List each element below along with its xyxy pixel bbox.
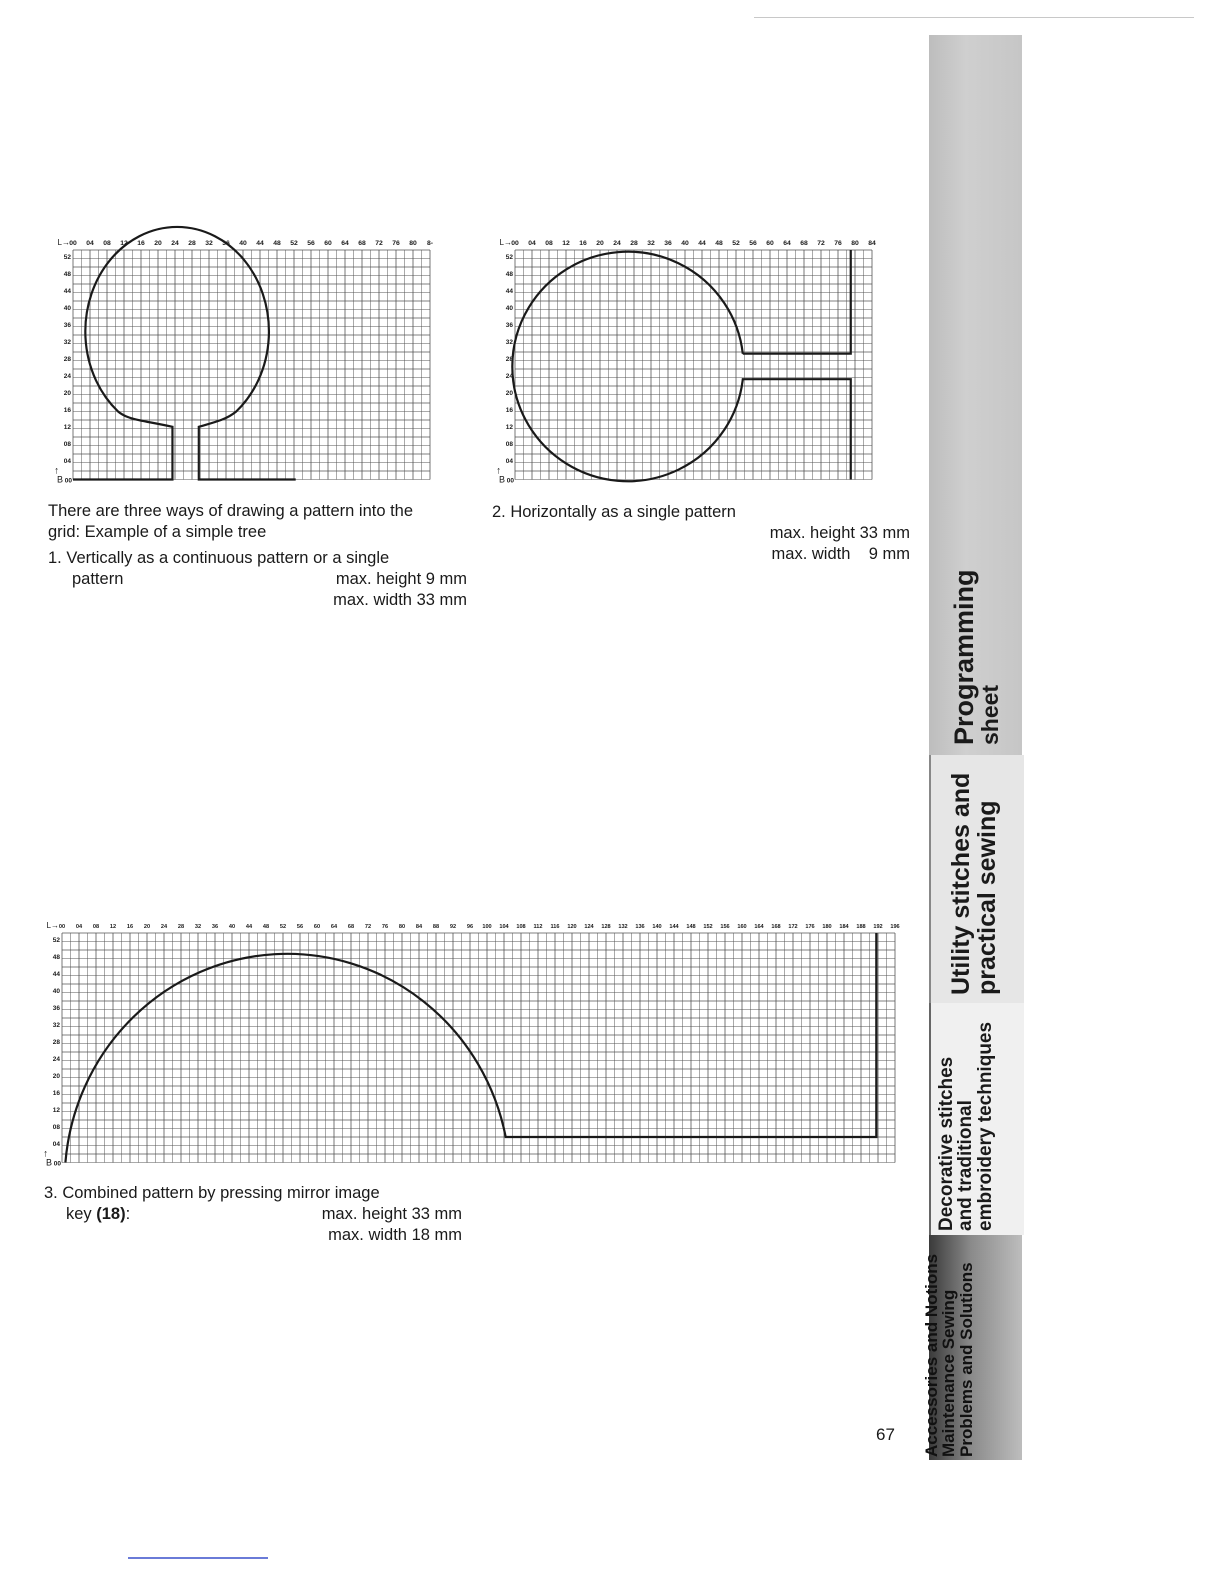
x-tick-label: 112 — [533, 924, 543, 930]
x-tick-label: 56 — [307, 240, 315, 247]
x-tick-label: 188 — [856, 924, 866, 930]
x-tick-label: 16 — [137, 240, 145, 247]
x-tick-label: 180 — [822, 924, 832, 930]
x-tick-label: 148 — [686, 924, 696, 930]
y-tick-label: 28 — [52, 1038, 60, 1046]
programming-grid-horizontal — [482, 232, 882, 487]
x-tick-label: 04 — [75, 924, 83, 930]
x-tick-label: 80 — [851, 240, 859, 247]
x-tick-label: 28 — [177, 924, 185, 930]
x-tick-label: 196 — [890, 924, 900, 930]
x-tick-label: 168 — [771, 924, 781, 930]
x-tick-label: 56 — [296, 924, 304, 930]
x-tick-label: 108 — [516, 924, 526, 930]
x-tick-label: 24 — [613, 240, 621, 247]
x-tick-label: 192 — [873, 924, 883, 930]
x-tick-label: 84 — [415, 924, 423, 930]
y-tick-label: 08 — [505, 440, 513, 448]
x-tick-label: 40 — [239, 240, 247, 247]
x-tick-label: 88 — [432, 924, 440, 930]
section-tabs-sidebar — [922, 35, 1022, 1460]
combined-pattern-outline — [65, 933, 876, 1163]
page-number: 67 — [876, 1425, 895, 1444]
y-tick-label: 08 — [52, 1123, 60, 1131]
grid-lines — [73, 250, 430, 480]
x-tick-label: 28 — [188, 240, 196, 247]
x-tick-label: 72 — [364, 924, 372, 930]
x-tick-label: 00 — [69, 240, 77, 247]
x-tick-label: 132 — [618, 924, 628, 930]
tab-maintenance[interactable]: Accessories and Notions Maintenance Sewing Problems and Solutions — [929, 1235, 1022, 1460]
x-tick-label: 164 — [754, 924, 764, 930]
y-tick-label: 44 — [52, 970, 60, 978]
x-tick-label: 48 — [273, 240, 281, 247]
x-tick-label: 76 — [392, 240, 400, 247]
y-tick-label: 48 — [63, 270, 71, 278]
x-tick-label: 40 — [228, 924, 236, 930]
origin-tick: 00 — [64, 477, 72, 485]
origin-label: B — [56, 474, 63, 485]
mirror-key-number: (18) — [96, 1205, 126, 1223]
grid-lines — [515, 250, 872, 480]
x-tick-label: 16 — [579, 240, 587, 247]
grid-lines — [62, 933, 895, 1163]
x-tick-label: 32 — [194, 924, 202, 930]
y-tick-label: 44 — [63, 287, 71, 295]
x-tick-label: 140 — [652, 924, 662, 930]
x-axis-prefix: L→ — [499, 238, 512, 247]
origin-tick: 00 — [506, 477, 514, 485]
x-tick-label: 28 — [630, 240, 638, 247]
programming-grid-vertical — [40, 232, 440, 487]
item2-max-width: max. width 9 mm — [771, 545, 910, 563]
x-tick-label: 08 — [103, 240, 111, 247]
x-tick-label: 80 — [409, 240, 417, 247]
x-tick-label: 72 — [375, 240, 383, 247]
x-tick-label: 64 — [330, 924, 338, 930]
x-tick-label: 00 — [511, 240, 519, 247]
y-tick-label: 40 — [52, 987, 60, 995]
y-tick-label: 12 — [505, 423, 513, 431]
intro-line-2: grid: Example of a simple tree — [48, 523, 267, 541]
x-tick-label: 64 — [783, 240, 791, 247]
y-tick-label: 36 — [505, 321, 513, 329]
x-tick-label: 104 — [499, 924, 509, 930]
item1-max-height: max. height 9 mm — [335, 570, 467, 588]
x-tick-label: 72 — [817, 240, 825, 247]
x-tick-label: 36 — [222, 240, 230, 247]
x-tick-label: 64 — [341, 240, 349, 247]
x-tick-label: 32 — [647, 240, 655, 247]
x-tick-label: 12 — [120, 240, 128, 247]
y-tick-label: 16 — [52, 1089, 60, 1097]
y-tick-label: 40 — [63, 304, 71, 312]
arrow-up-icon: ↑ — [496, 465, 501, 477]
y-tick-label: 52 — [505, 253, 513, 261]
item3-line-1: 3. Combined pattern by pressing mirror image — [44, 1184, 380, 1202]
x-tick-label: 92 — [449, 924, 457, 930]
x-tick-label: 20 — [143, 924, 151, 930]
x-tick-label: 156 — [720, 924, 730, 930]
y-tick-label: 20 — [505, 389, 513, 397]
x-tick-label: 52 — [279, 924, 287, 930]
tab-utility-stitches[interactable]: Utility stitches and practical sewing — [929, 755, 1024, 1003]
x-tick-label: 84 — [868, 240, 876, 247]
x-tick-label: 20 — [596, 240, 604, 247]
x-axis-prefix: L→ — [57, 238, 70, 247]
x-tick-label: 144 — [669, 924, 679, 930]
x-tick-label: 60 — [313, 924, 321, 930]
x-tick-label: 52 — [290, 240, 298, 247]
intro-line-1: There are three ways of drawing a pattern into the — [48, 502, 414, 520]
item1-line-1: 1. Vertically as a continuous pattern or a single — [48, 549, 390, 567]
x-tick-label: 08 — [545, 240, 553, 247]
x-tick-label: 100 — [482, 924, 492, 930]
x-tick-label: 48 — [715, 240, 723, 247]
x-tick-label: 08 — [92, 924, 100, 930]
x-tick-label: 04 — [528, 240, 536, 247]
x-tick-label: 04 — [86, 240, 94, 247]
y-tick-label: 36 — [63, 321, 71, 329]
tree-pattern-outline — [512, 250, 850, 481]
y-tick-label: 04 — [63, 457, 71, 465]
x-tick-label: 68 — [347, 924, 355, 930]
x-tick-label: 40 — [681, 240, 689, 247]
x-tick-label: 24 — [171, 240, 179, 247]
arrow-up-icon: ↑ — [54, 465, 59, 477]
origin-label: B — [498, 474, 505, 485]
origin-tick: 00 — [53, 1160, 61, 1168]
y-tick-label: 48 — [52, 953, 60, 961]
x-tick-label: 68 — [358, 240, 366, 247]
y-tick-label: 16 — [63, 406, 71, 414]
x-tick-label: 172 — [788, 924, 798, 930]
y-tick-label: 40 — [505, 304, 513, 312]
x-tick-label: 12 — [562, 240, 570, 247]
x-tick-label: 8- — [426, 240, 434, 247]
tab-programming-sheet[interactable]: Programming sheet — [929, 35, 1022, 755]
x-tick-label: 56 — [749, 240, 757, 247]
x-axis-prefix: L→ — [46, 921, 59, 930]
x-tick-label: 76 — [381, 924, 389, 930]
item2-line-1: 2. Horizontally as a single pattern — [492, 503, 736, 521]
x-tick-label: 116 — [550, 924, 560, 930]
x-tick-label: 160 — [737, 924, 747, 930]
x-tick-label: 16 — [126, 924, 134, 930]
x-tick-label: 48 — [262, 924, 270, 930]
x-tick-label: 44 — [698, 240, 706, 247]
y-tick-label: 24 — [52, 1055, 60, 1063]
x-tick-label: 128 — [601, 924, 611, 930]
x-tick-label: 12 — [109, 924, 117, 930]
x-tick-label: 124 — [584, 924, 594, 930]
x-tick-label: 80 — [398, 924, 406, 930]
y-tick-label: 44 — [505, 287, 513, 295]
y-tick-label: 04 — [52, 1140, 60, 1148]
tree-pattern-outline — [73, 227, 296, 480]
item2-max-height: max. height 33 mm — [769, 524, 910, 542]
x-tick-label: 96 — [466, 924, 474, 930]
y-tick-label: 32 — [505, 338, 513, 346]
origin-label: B — [45, 1157, 52, 1168]
x-tick-label: 152 — [703, 924, 713, 930]
y-tick-label: 12 — [63, 423, 71, 431]
x-tick-label: 136 — [635, 924, 645, 930]
y-tick-label: 20 — [52, 1072, 60, 1080]
item1-max-width: max. width 33 mm — [333, 591, 467, 609]
y-tick-label: 24 — [505, 372, 513, 380]
y-tick-label: 48 — [505, 270, 513, 278]
item3-max-height: max. height 33 mm — [321, 1205, 462, 1223]
y-tick-label: 20 — [63, 389, 71, 397]
item3-max-width: max. width 18 mm — [328, 1226, 462, 1244]
y-tick-label: 28 — [505, 355, 513, 363]
x-tick-label: 44 — [256, 240, 264, 247]
item1-line-2: pattern — [72, 570, 124, 588]
y-tick-label: 24 — [63, 372, 71, 380]
x-tick-label: 32 — [205, 240, 213, 247]
y-tick-label: 32 — [52, 1021, 60, 1029]
y-tick-label: 04 — [505, 457, 513, 465]
x-tick-label: 60 — [766, 240, 774, 247]
x-tick-label: 184 — [839, 924, 849, 930]
x-tick-label: 76 — [834, 240, 842, 247]
x-tick-label: 60 — [324, 240, 332, 247]
x-tick-label: 176 — [805, 924, 815, 930]
x-tick-label: 36 — [664, 240, 672, 247]
y-tick-label: 52 — [52, 936, 60, 944]
x-tick-label: 00 — [58, 924, 66, 930]
header-rule — [754, 17, 1194, 18]
x-tick-label: 24 — [160, 924, 168, 930]
x-tick-label: 68 — [800, 240, 808, 247]
x-tick-label: 52 — [732, 240, 740, 247]
y-tick-label: 08 — [63, 440, 71, 448]
programming-grid-combined — [32, 913, 912, 1168]
arrow-up-icon: ↑ — [43, 1148, 48, 1160]
tab-decorative-stitches[interactable]: Decorative stitches and traditional embroidery techniques — [929, 1003, 1024, 1235]
y-tick-label: 28 — [63, 355, 71, 363]
y-tick-label: 52 — [63, 253, 71, 261]
x-tick-label: 36 — [211, 924, 219, 930]
y-tick-label: 36 — [52, 1004, 60, 1012]
x-tick-label: 20 — [154, 240, 162, 247]
x-tick-label: 120 — [567, 924, 577, 930]
item3-key-line: key (18): — [66, 1205, 131, 1223]
y-tick-label: 12 — [52, 1106, 60, 1114]
footer-rule — [128, 1557, 268, 1559]
y-tick-label: 32 — [63, 338, 71, 346]
x-tick-label: 44 — [245, 924, 253, 930]
y-tick-label: 16 — [505, 406, 513, 414]
